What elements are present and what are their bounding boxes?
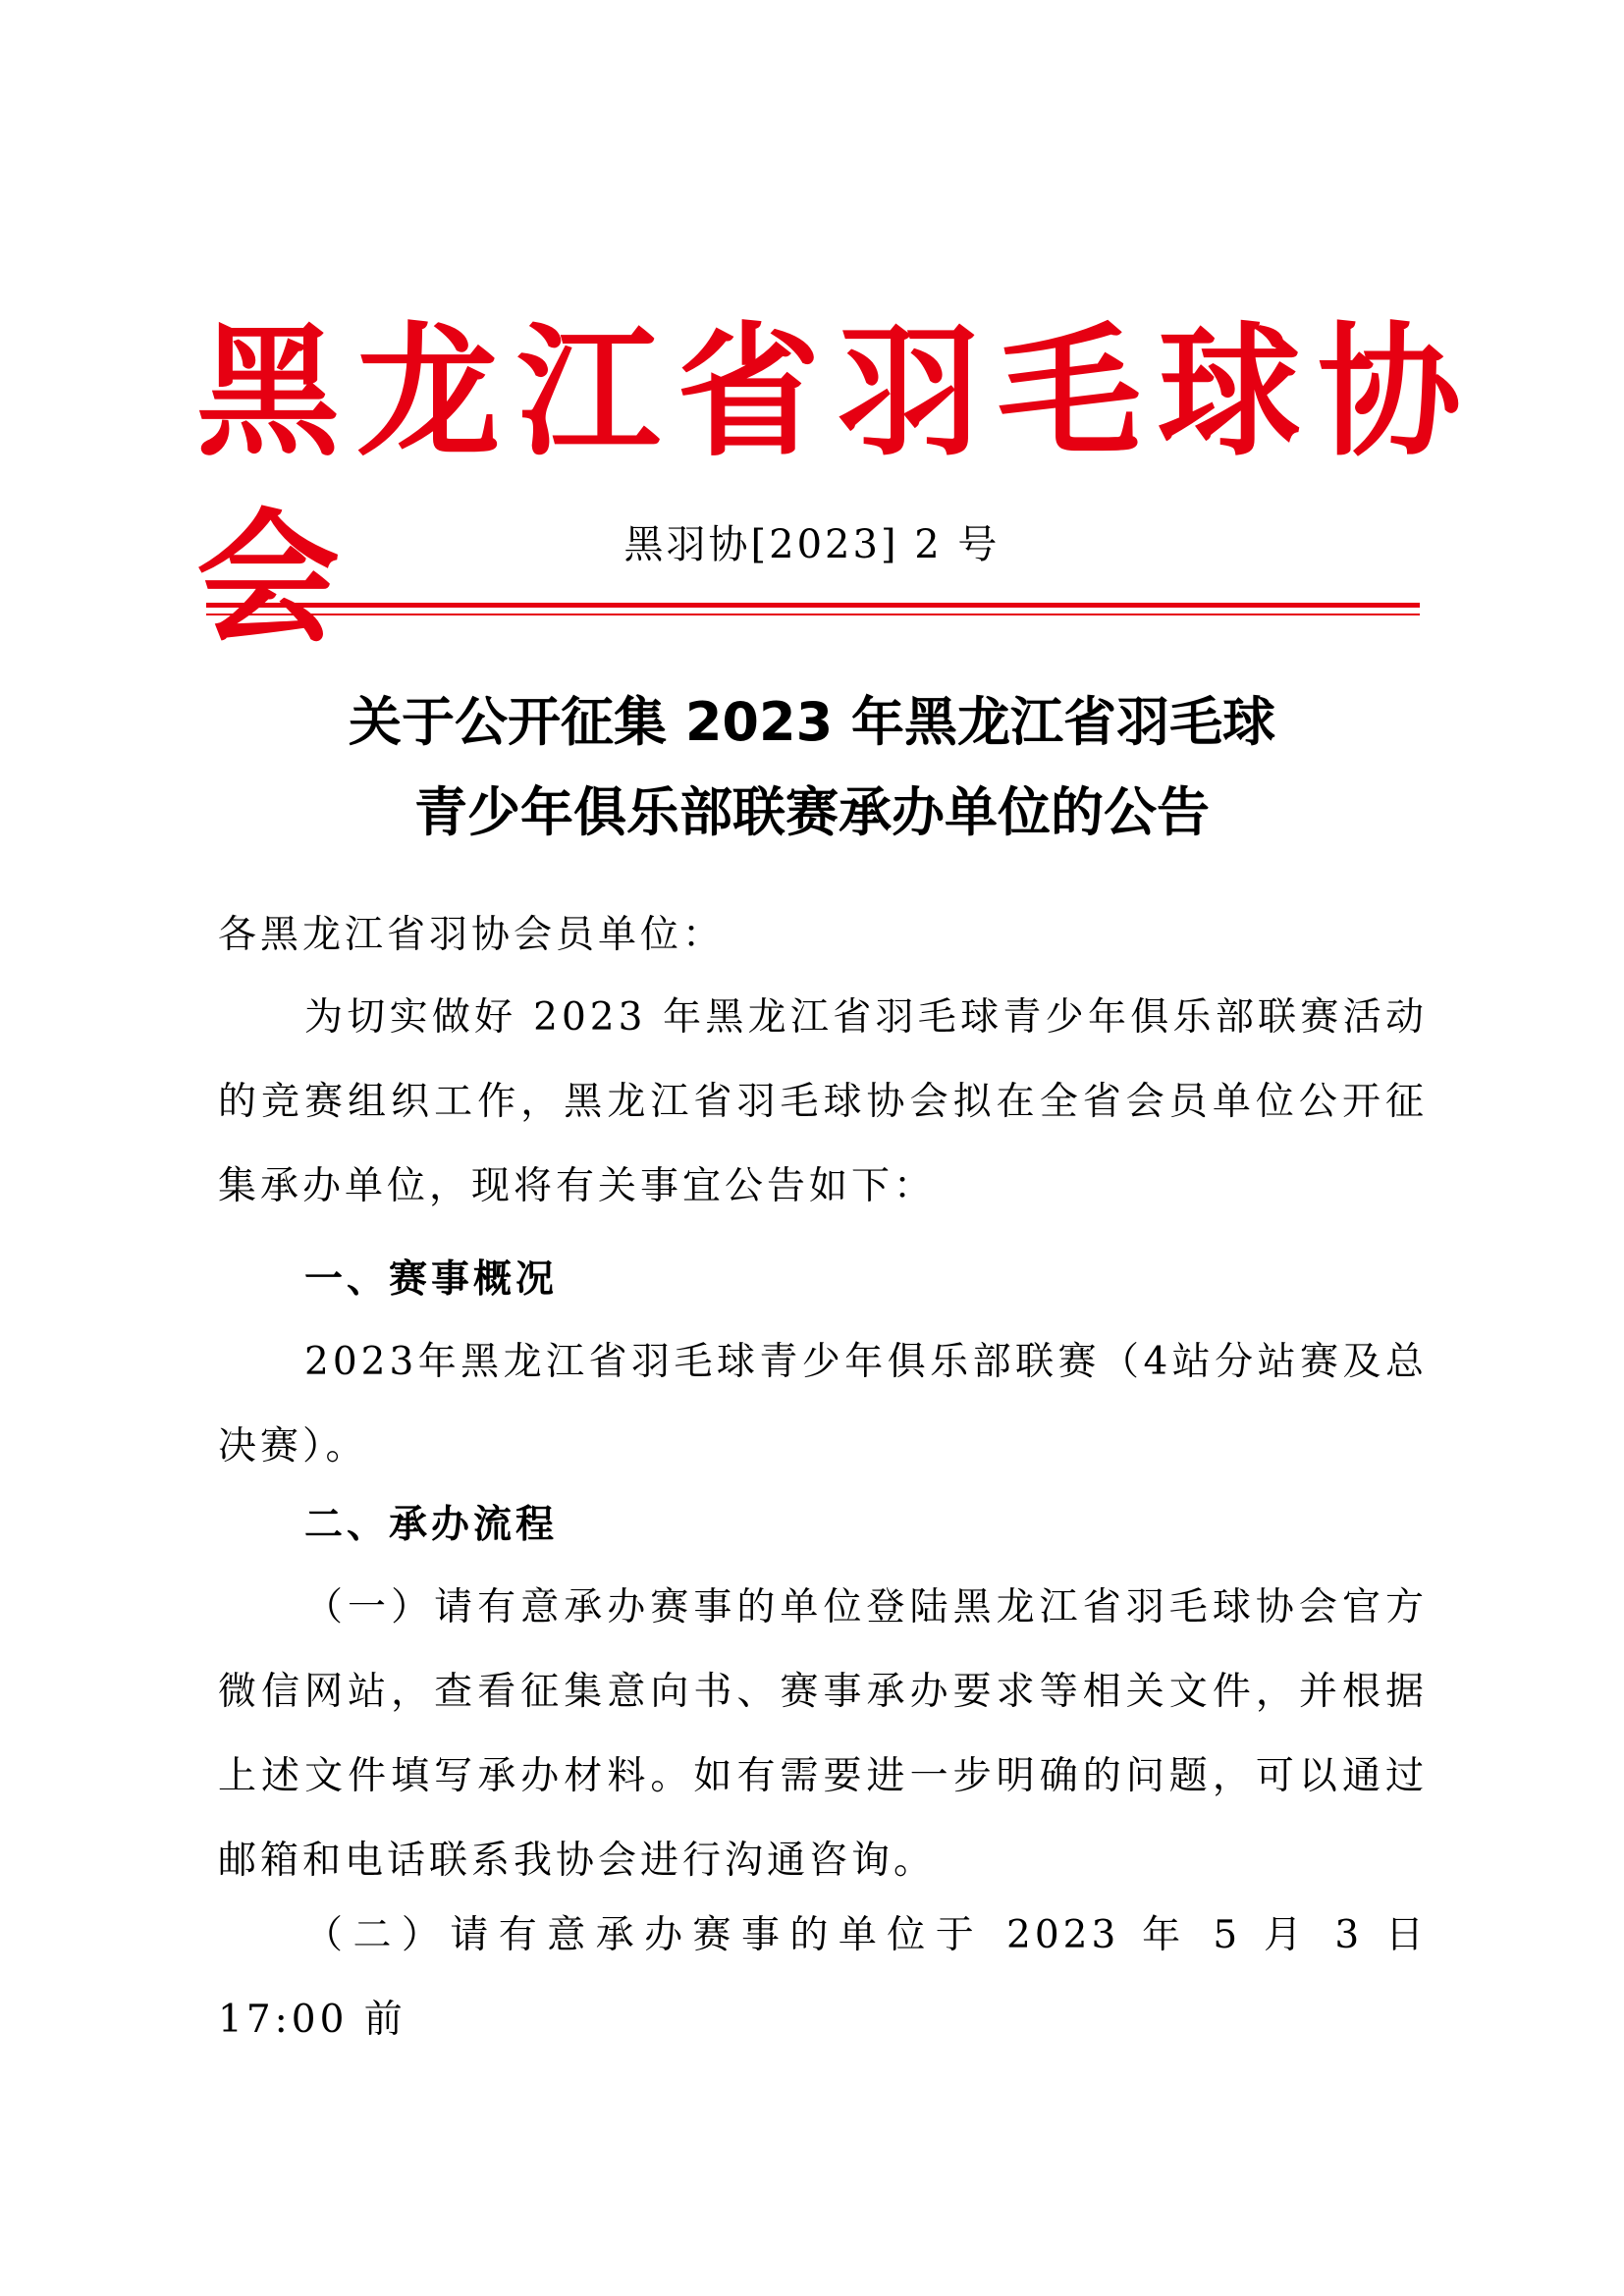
section-2-item-2: （二）请有意承办赛事的单位于 2023 年 5 月 3 日 17:00 前	[218, 1913, 1428, 2042]
document-number: 黑羽协[2023] 2 号	[623, 522, 1001, 567]
intro-paragraph: 为切实做好 2023 年黑龙江省羽毛球青少年俱乐部联赛活动的竞赛组织工作，黑龙江省羽毛球协会拟在全省会员单位公开征集承办单位，现将有关事宜公告如下：	[218, 995, 1428, 1208]
section-2-heading: 二、承办流程	[304, 1503, 559, 1547]
document-title	[0, 677, 1624, 858]
salutation: 各黑龙江省羽协会员单位：	[218, 913, 726, 957]
letterhead-divider-thick	[206, 603, 1420, 608]
section-1-heading: 一、赛事概况	[304, 1257, 559, 1302]
organization-letterhead: 黑龙江省羽毛球协会	[196, 309, 1463, 663]
section-2-item-1: （一）请有意承办赛事的单位登陆黑龙江省羽毛球协会官方微信网站，查看征集意向书、赛事承办要求等相关文件，并根据上述文件填写承办材料。如有需要进一步明确的问题，可以通过邮箱和电话联系我协会进行沟通咨询。	[218, 1585, 1428, 1883]
document-title-line-1: 关于公开征集 2023 年黑龙江省羽毛球	[349, 691, 1275, 753]
section-1-paragraph: 2023年黑龙江省羽毛球青少年俱乐部联赛（4站分站赛及总决赛）。	[218, 1340, 1428, 1468]
document-title-line-2: 青少年俱乐部联赛承办单位的公告	[414, 781, 1210, 843]
letterhead-divider-thin	[206, 614, 1420, 615]
